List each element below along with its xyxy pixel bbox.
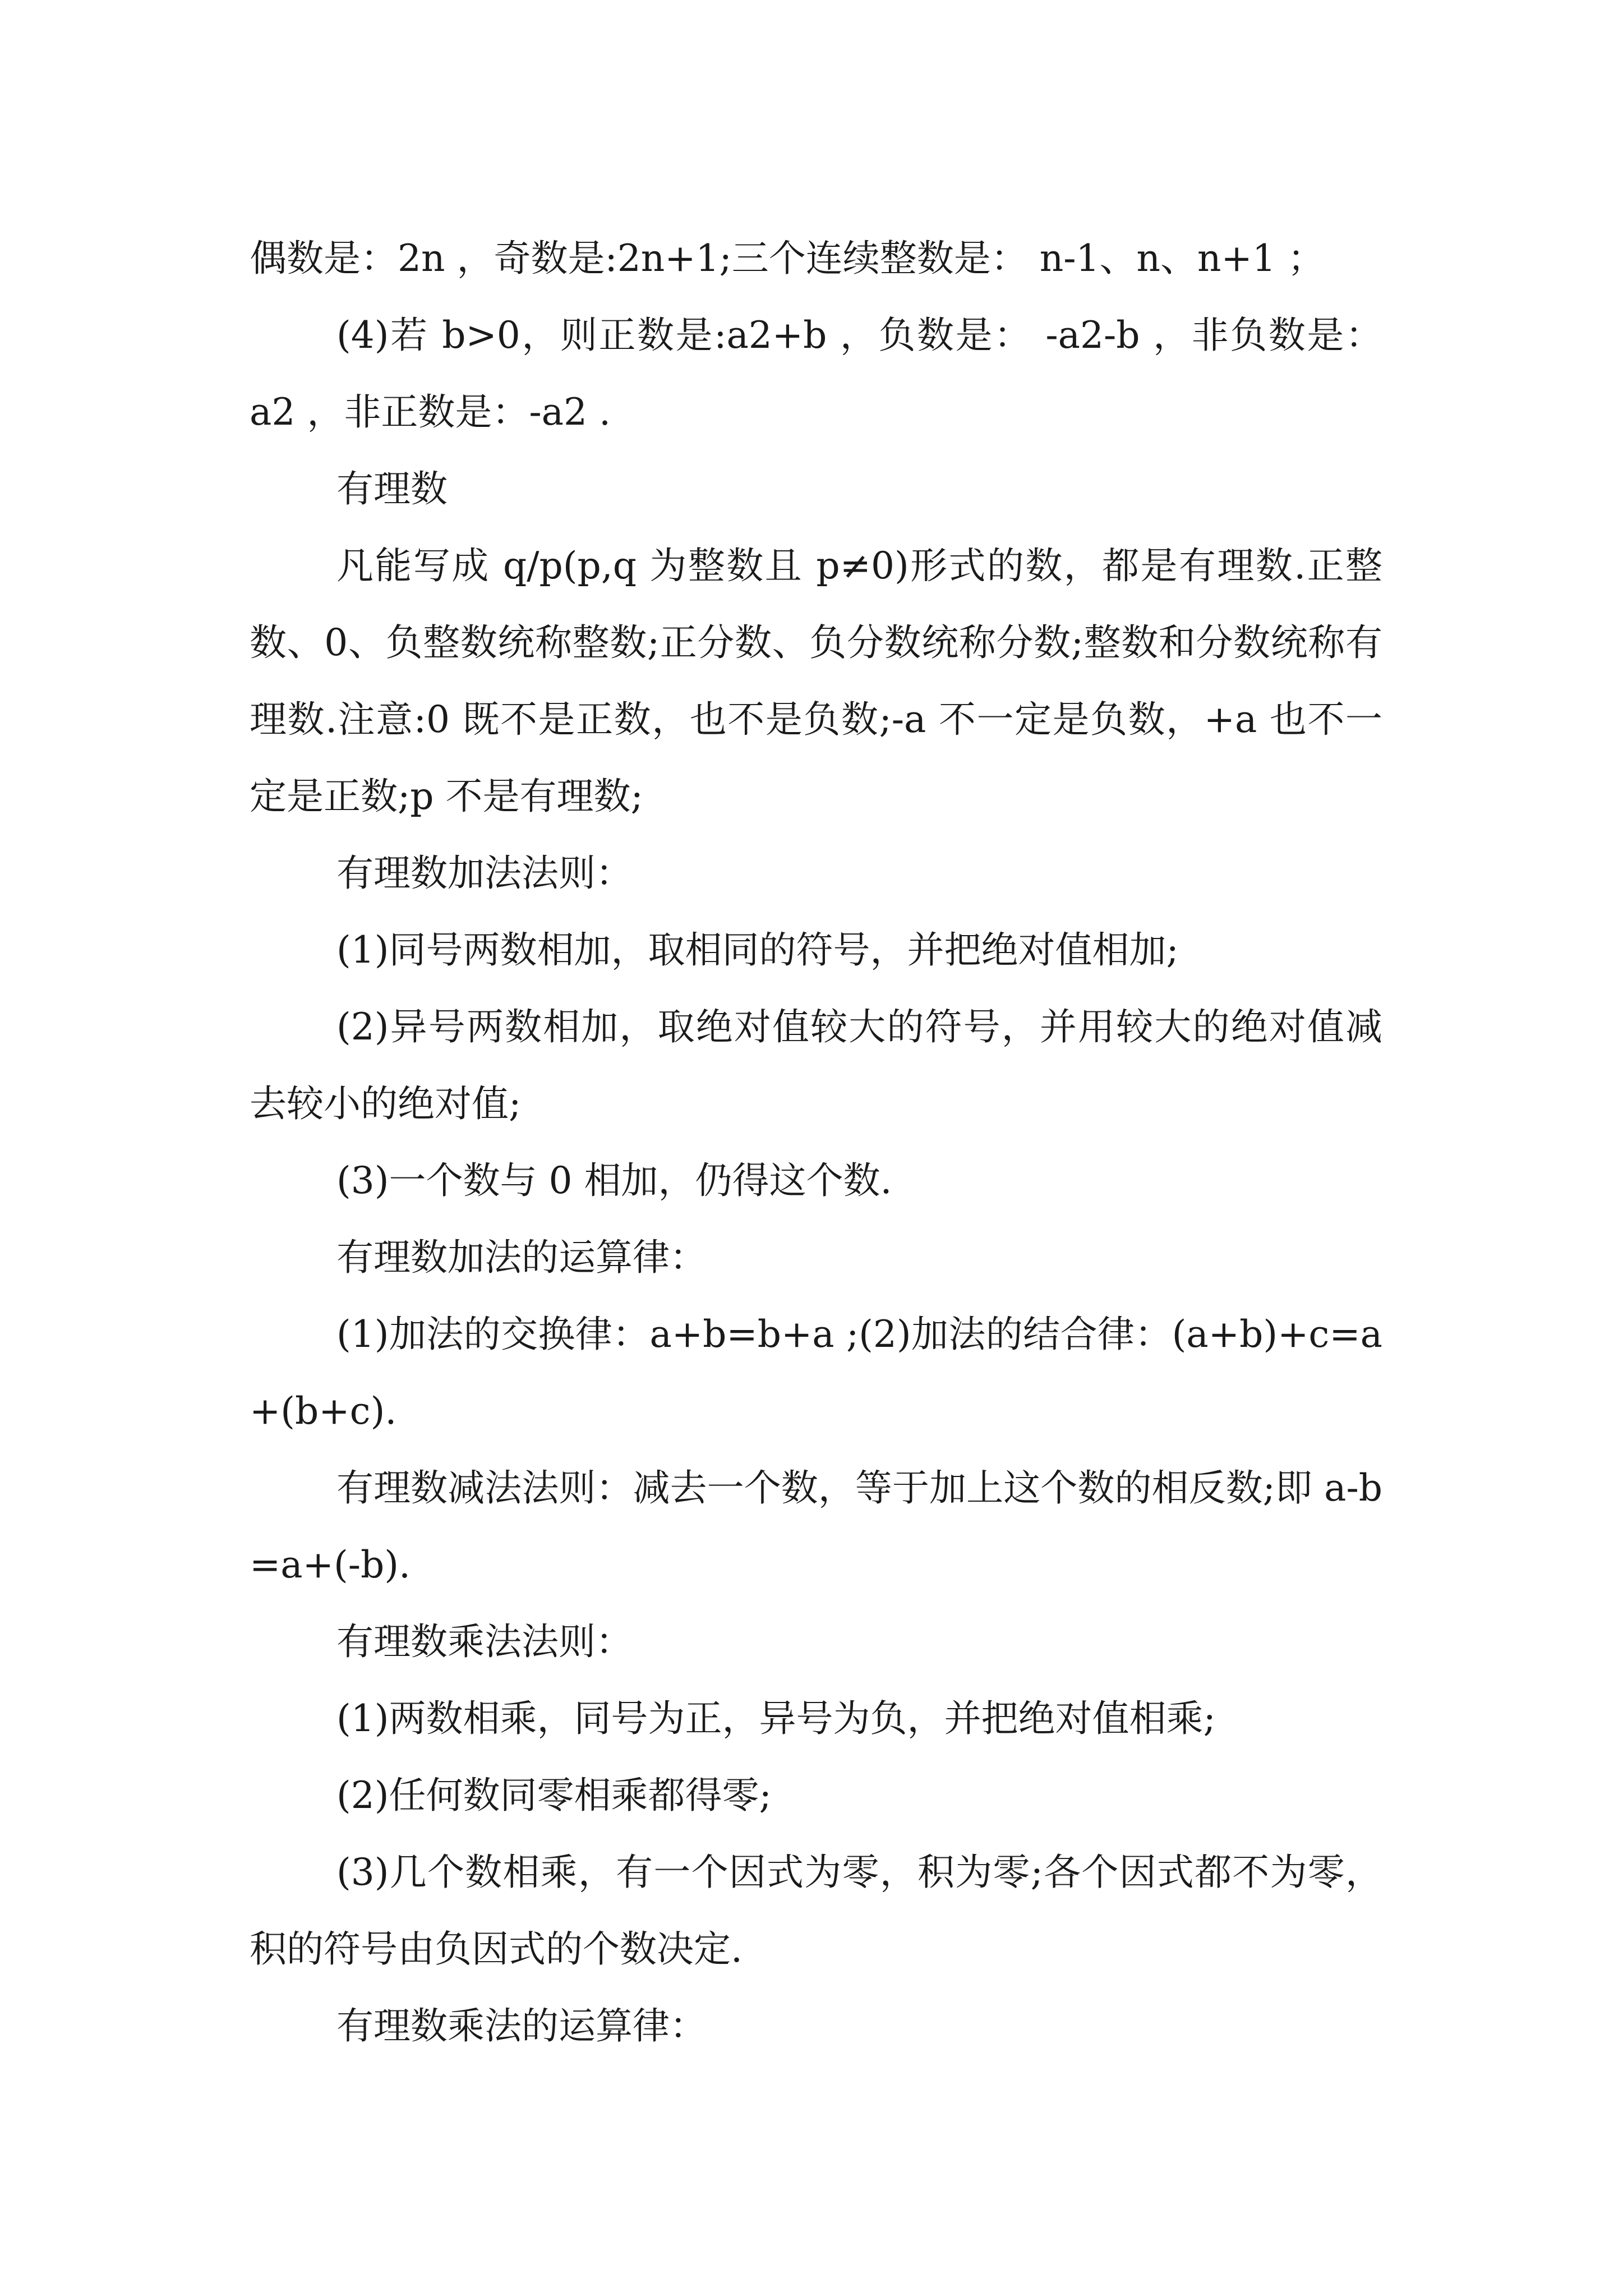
heading-multiplication-laws: 有理数乘法的运算律： xyxy=(336,2004,707,2047)
paragraph-rational-number-definition: 凡能写成 q/p(p,q 为整数且 p≠0)形式的数，都是有理数.正整数、0、负整数统称整数;正分数、负分数统称分数;整数和分数统称有理数.注意:0 既不是正数，也不是负数;-a 不一定是负数，+a 也不一定是正数;p 不是有理数; xyxy=(250,544,1382,818)
subtraction-rule: 有理数减法法则：减去一个数，等于加上这个数的相反数;即 a-b=a+(-b). xyxy=(250,1466,1382,1586)
addition-rule-3: (3)一个数与 0 相加，仍得这个数. xyxy=(336,1159,892,1202)
addition-rule-1: (1)同号两数相加，取相同的符号，并把绝对值相加; xyxy=(336,928,1179,972)
paragraph-even-odd-numbers: 偶数是：2n ，奇数是:2n+1;三个连续整数是： n-1、n、n+1 ； xyxy=(250,237,1325,280)
multiplication-rule-2: (2)任何数同零相乘都得零; xyxy=(336,1774,772,1817)
heading-addition-laws: 有理数加法的运算律： xyxy=(336,1236,707,1279)
heading-multiplication-rules: 有理数乘法法则： xyxy=(336,1620,633,1663)
paragraph-positive-negative-expressions: (4)若 b>0，则正数是:a2+b ，负数是： -a2-b ，非负数是： a2 ，非正数是：-a2 . xyxy=(250,314,1382,434)
document-body xyxy=(250,220,1382,2064)
heading-rational-numbers: 有理数 xyxy=(336,467,448,510)
addition-rule-2: (2)异号两数相加，取绝对值较大的符号，并用较大的绝对值减去较小的绝对值; xyxy=(250,1005,1382,1125)
addition-laws: (1)加法的交换律：a+b=b+a ;(2)加法的结合律：(a+b)+c=a+(b+c). xyxy=(250,1313,1382,1433)
multiplication-rule-3: (3)几个数相乘，有一个因式为零，积为零;各个因式都不为零，积的符号由负因式的个数决定. xyxy=(250,1851,1382,1971)
heading-addition-rules: 有理数加法法则： xyxy=(336,852,633,895)
multiplication-rule-1: (1)两数相乘，同号为正，异号为负，并把绝对值相乘; xyxy=(336,1697,1216,1740)
